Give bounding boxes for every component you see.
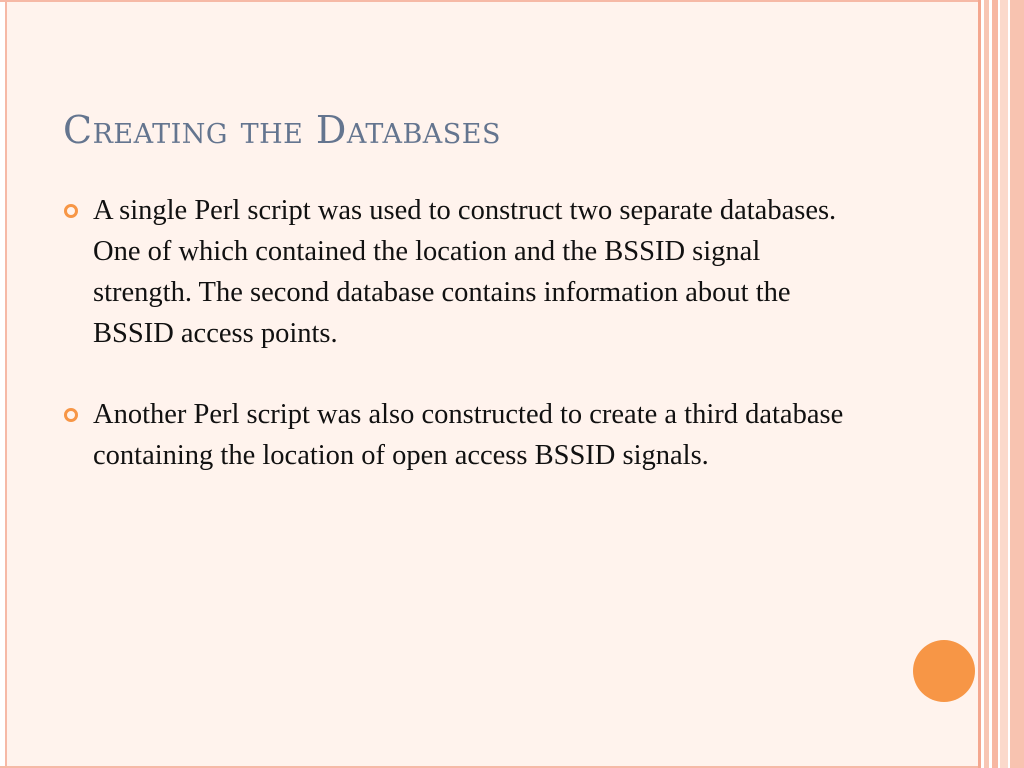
orange-circle-decoration (913, 640, 975, 702)
bullet-item (64, 190, 864, 354)
bullet-circle-icon (64, 204, 78, 218)
decorative-stripe (1000, 0, 1008, 768)
bullet-text: A single Perl script was used to construct two separate databases. One of which contained the location and the BSSID signal strength. The second database contains information about the BSSID access points. (93, 195, 837, 349)
slide-title: Creating the Databases (63, 108, 501, 152)
bullet-text: Another Perl script was also constructed to create a third database containing the location of open access BSSID signals. (93, 399, 844, 471)
bullet-circle-icon (64, 408, 78, 422)
bullet-item (64, 394, 864, 476)
decorative-stripe (1010, 0, 1024, 768)
bullet-list (64, 190, 864, 516)
